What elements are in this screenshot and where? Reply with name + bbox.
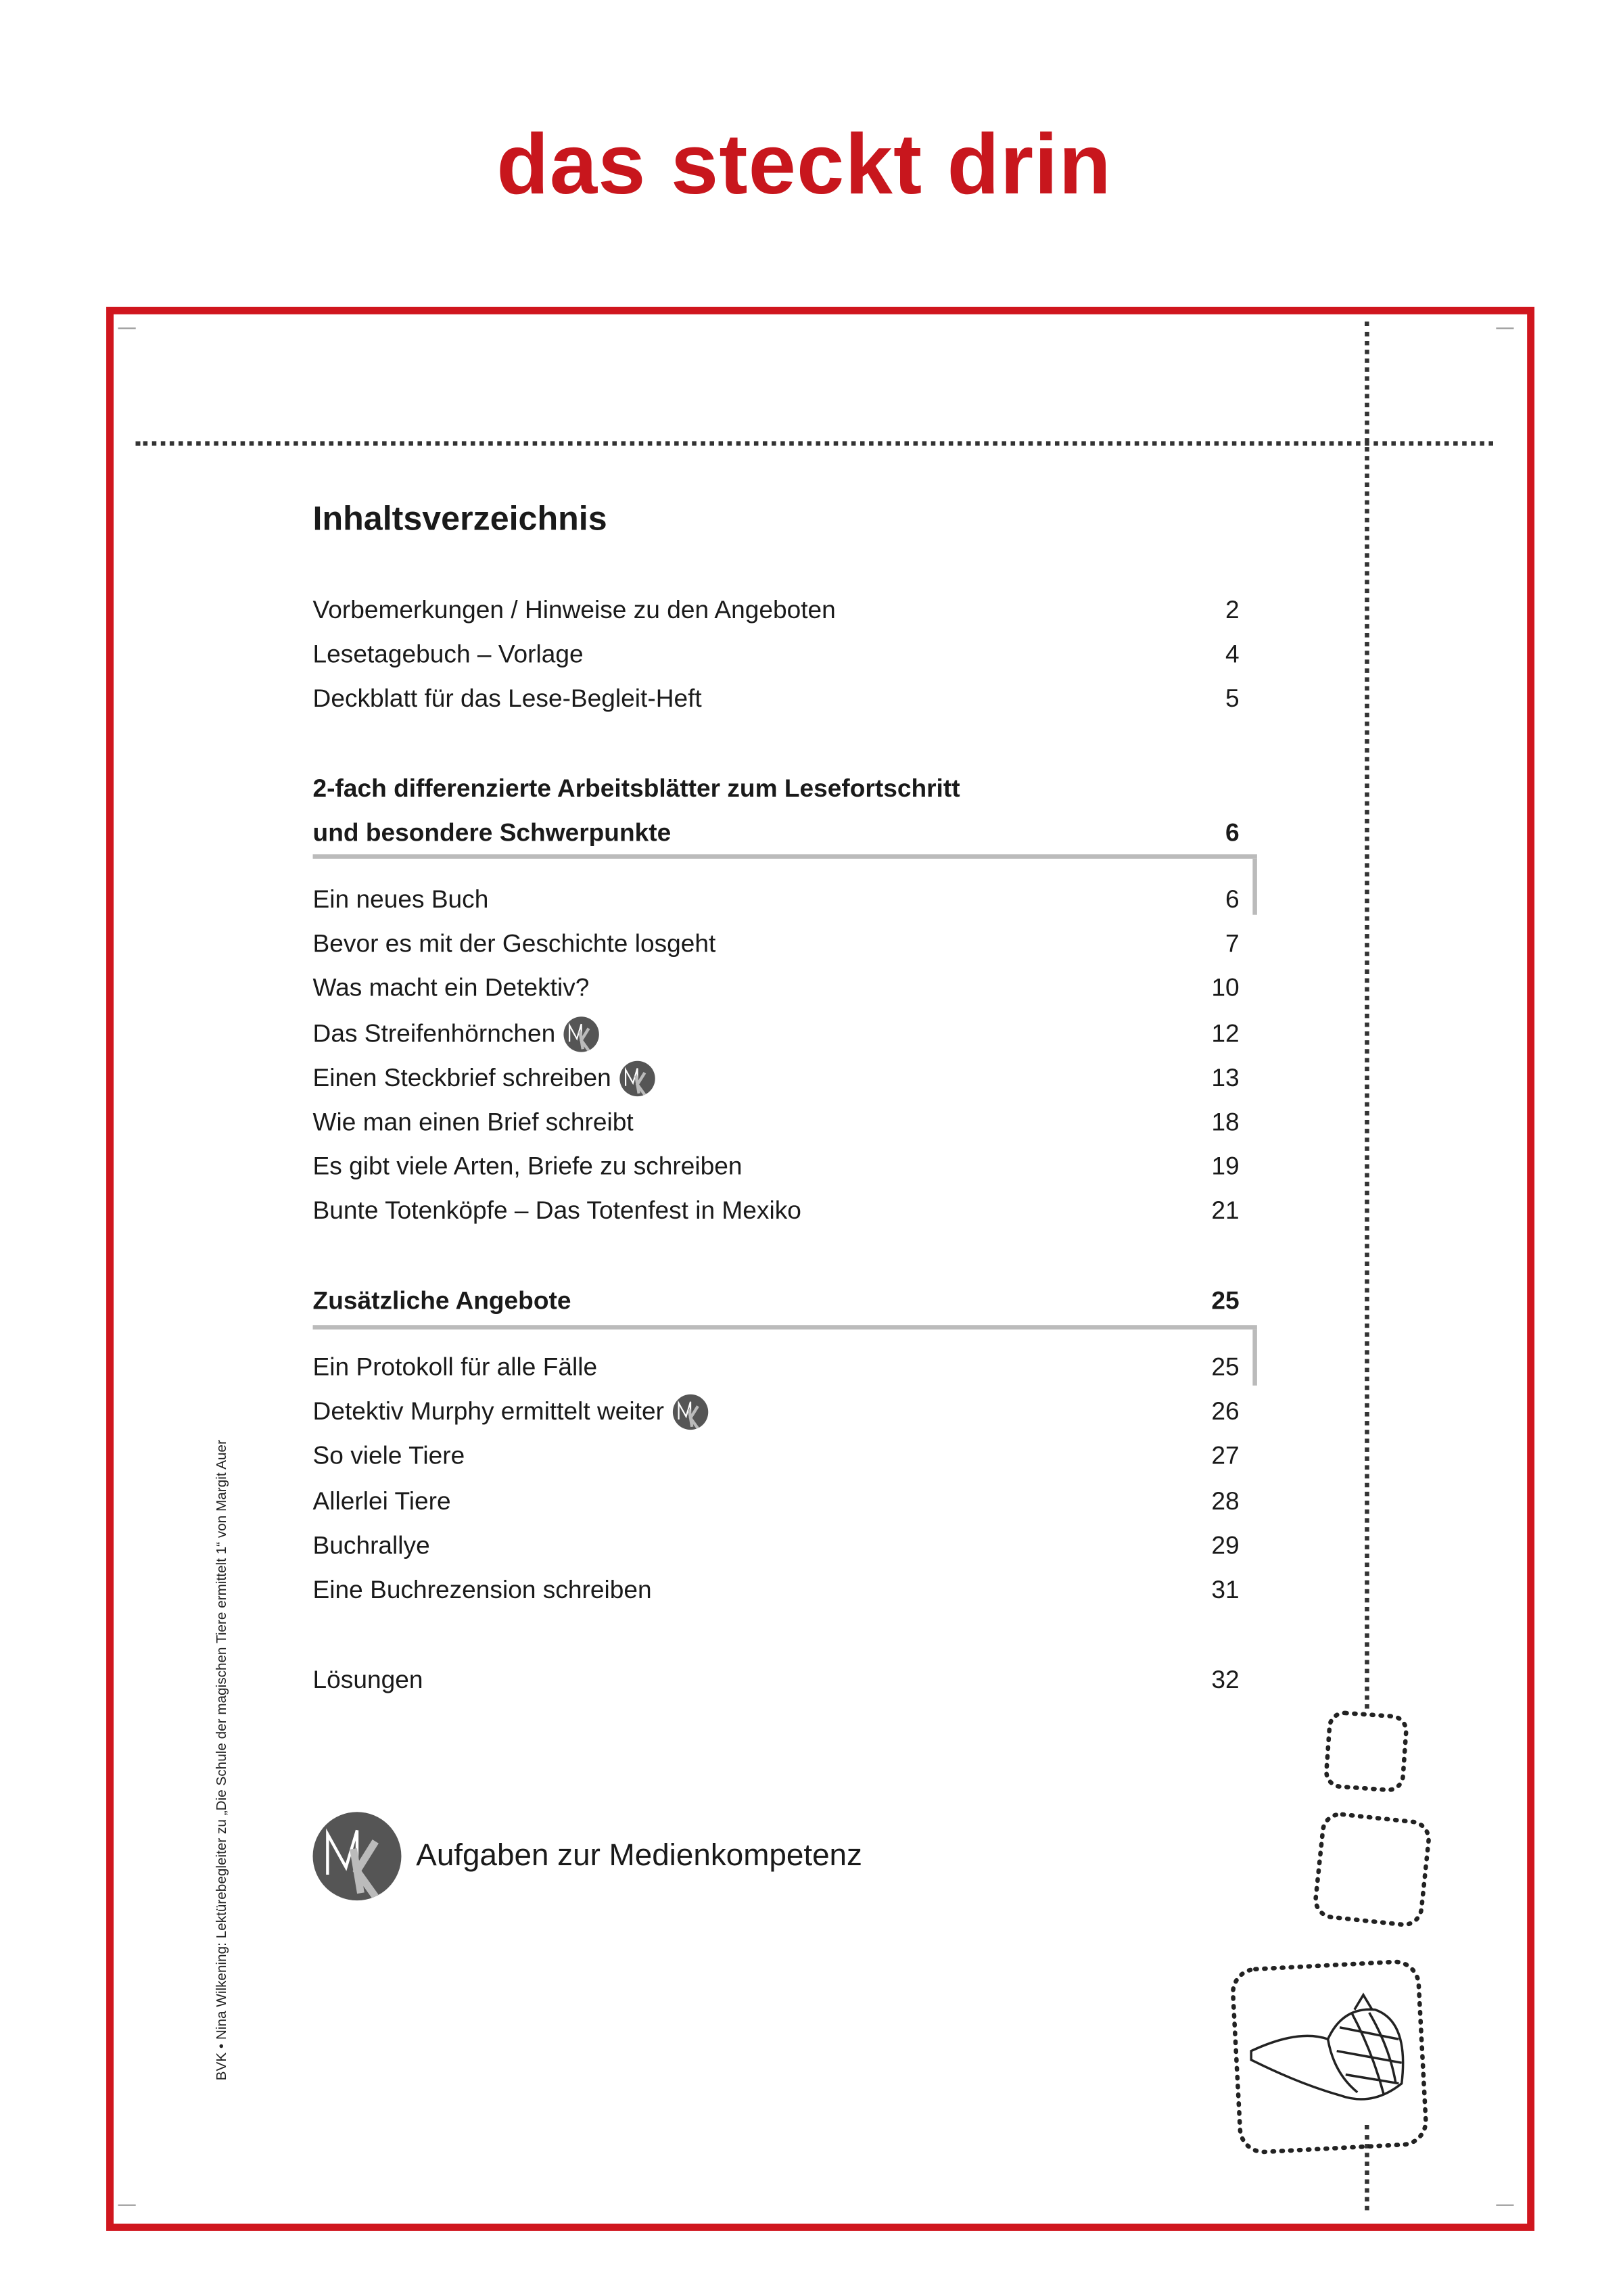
legend	[313, 1812, 862, 1900]
toc-entry[interactable]	[313, 1350, 1240, 1385]
crop-mark	[1496, 327, 1513, 329]
media-competence-icon	[673, 1395, 708, 1430]
entry-label	[313, 1108, 1212, 1138]
entry-label: Lesetagebuch – Vorlage	[312, 640, 584, 669]
entry-label-text: Detektiv Murphy ermittelt weiter	[312, 1397, 664, 1426]
entry-label-text: Was macht ein Detektiv?	[312, 974, 590, 1003]
entry-page: 26	[1211, 1397, 1240, 1426]
banner-title: das steckt drin	[496, 116, 1112, 213]
toc-entry[interactable]	[313, 1573, 1240, 1608]
toc-entry-solutions[interactable]	[313, 1663, 1240, 1698]
legend-text: Aufgaben zur Medienkompetenz	[416, 1838, 862, 1873]
toc-entry[interactable]	[313, 1105, 1240, 1140]
toc-entry[interactable]	[313, 883, 1240, 918]
entry-label-text: Ein neues Buch	[312, 885, 489, 914]
entry-label-text: Einen Steckbrief schreiben	[312, 1063, 611, 1092]
toc-entry[interactable]	[313, 1060, 1240, 1096]
section-rule	[313, 1325, 1257, 1330]
toc-entry[interactable]	[313, 638, 1240, 673]
entry-label	[313, 1353, 1212, 1383]
decorative-dotted-frames-icon	[1210, 1697, 1446, 2169]
entry-label	[313, 1060, 1212, 1096]
section-page: 25	[1211, 1286, 1240, 1315]
section-heading[interactable]	[313, 1284, 1240, 1319]
entry-label-text: Das Streifenhörnchen	[312, 1018, 556, 1048]
toc-entry[interactable]	[313, 1528, 1240, 1564]
toc-entry[interactable]	[313, 1395, 1240, 1430]
media-competence-icon	[564, 1016, 599, 1051]
entry-label-text: Wie man einen Brief schreibt	[312, 1108, 634, 1136]
entry-label	[313, 1442, 1212, 1472]
toc-entry[interactable]	[313, 593, 1240, 628]
entry-page: 12	[1211, 1018, 1240, 1048]
entry-label-text: So viele Tiere	[312, 1442, 465, 1470]
media-competence-icon	[620, 1060, 655, 1096]
entry-label-text: Buchrallye	[312, 1531, 430, 1560]
side-note: BVK • Nina Wilkening: Lektürebegleiter zu „Die Schule der magischen Tiere ermittelt 1“ von Margit Auer	[214, 1439, 231, 2081]
entry-page: 32	[1211, 1666, 1240, 1694]
entry-label	[313, 930, 1226, 960]
entry-page: 27	[1211, 1442, 1240, 1470]
entry-label	[313, 1152, 1212, 1182]
toc-entry[interactable]	[313, 1194, 1240, 1229]
toc-title: Inhaltsverzeichnis	[312, 498, 607, 538]
media-competence-logo-icon	[313, 1812, 402, 1900]
entry-page: 10	[1211, 974, 1240, 1003]
entry-label: Deckblatt für das Lese-Begleit-Heft	[312, 684, 702, 713]
entry-label	[313, 1016, 1212, 1051]
section-heading[interactable]	[313, 816, 1240, 851]
section-rule	[313, 854, 1257, 859]
section-heading-text: Zusätzliche Angebote	[312, 1286, 571, 1315]
section-heading-line1: 2-fach differenzierte Arbeitsblätter zum Lesefortschritt	[312, 774, 960, 803]
entry-page: 18	[1211, 1108, 1240, 1136]
entry-label	[313, 1531, 1212, 1561]
entry-page: 19	[1211, 1152, 1240, 1181]
entry-label	[313, 1576, 1212, 1606]
entry-label-text: Ein Protokoll für alle Fälle	[312, 1353, 598, 1382]
entry-label: Vorbemerkungen / Hinweise zu den Angeboten	[312, 596, 836, 624]
crop-mark	[1496, 2205, 1513, 2206]
dotted-divider-vertical	[1365, 322, 1369, 1709]
dotted-divider	[136, 441, 1493, 446]
section-heading-line2: und besondere Schwerpunkte	[312, 818, 672, 847]
entry-page: 4	[1225, 640, 1240, 669]
toc-entry[interactable]	[313, 927, 1240, 962]
toc-entry[interactable]	[313, 1150, 1240, 1185]
entry-label: Lösungen	[312, 1666, 423, 1694]
entry-page: 2	[1225, 596, 1240, 624]
toc-entry[interactable]	[313, 1484, 1240, 1519]
entry-page: 29	[1211, 1531, 1240, 1560]
entry-page: 25	[1211, 1353, 1240, 1382]
section-page: 6	[1225, 818, 1240, 847]
entry-label-text: Bevor es mit der Geschichte losgeht	[312, 929, 716, 958]
entry-label	[313, 1395, 1212, 1430]
entry-label	[313, 975, 1212, 1004]
toc-entry[interactable]	[313, 1016, 1240, 1051]
entry-page: 7	[1225, 929, 1240, 958]
entry-label-text: Eine Buchrezension schreiben	[312, 1576, 652, 1604]
entry-label	[313, 885, 1226, 915]
entry-page: 31	[1211, 1576, 1240, 1604]
toc-entry[interactable]	[313, 682, 1240, 717]
entry-label-text: Es gibt viele Arten, Briefe zu schreiben	[312, 1152, 743, 1181]
entry-label-text: Bunte Totenköpfe – Das Totenfest in Mexiko	[312, 1197, 801, 1225]
entry-page: 21	[1211, 1197, 1240, 1225]
detective-hat-icon	[1251, 1995, 1403, 2099]
crop-mark	[118, 327, 136, 329]
entry-label	[313, 1486, 1212, 1516]
section-heading[interactable]	[313, 772, 1240, 807]
crop-mark	[118, 2205, 136, 2206]
toc-entry[interactable]	[313, 971, 1240, 1006]
toc-entry[interactable]	[313, 1439, 1240, 1474]
entry-page: 28	[1211, 1486, 1240, 1515]
entry-page: 13	[1211, 1063, 1240, 1092]
entry-label-text: Allerlei Tiere	[312, 1486, 451, 1515]
entry-label	[313, 1197, 1212, 1227]
entry-page: 6	[1225, 885, 1240, 914]
entry-page: 5	[1225, 684, 1240, 713]
